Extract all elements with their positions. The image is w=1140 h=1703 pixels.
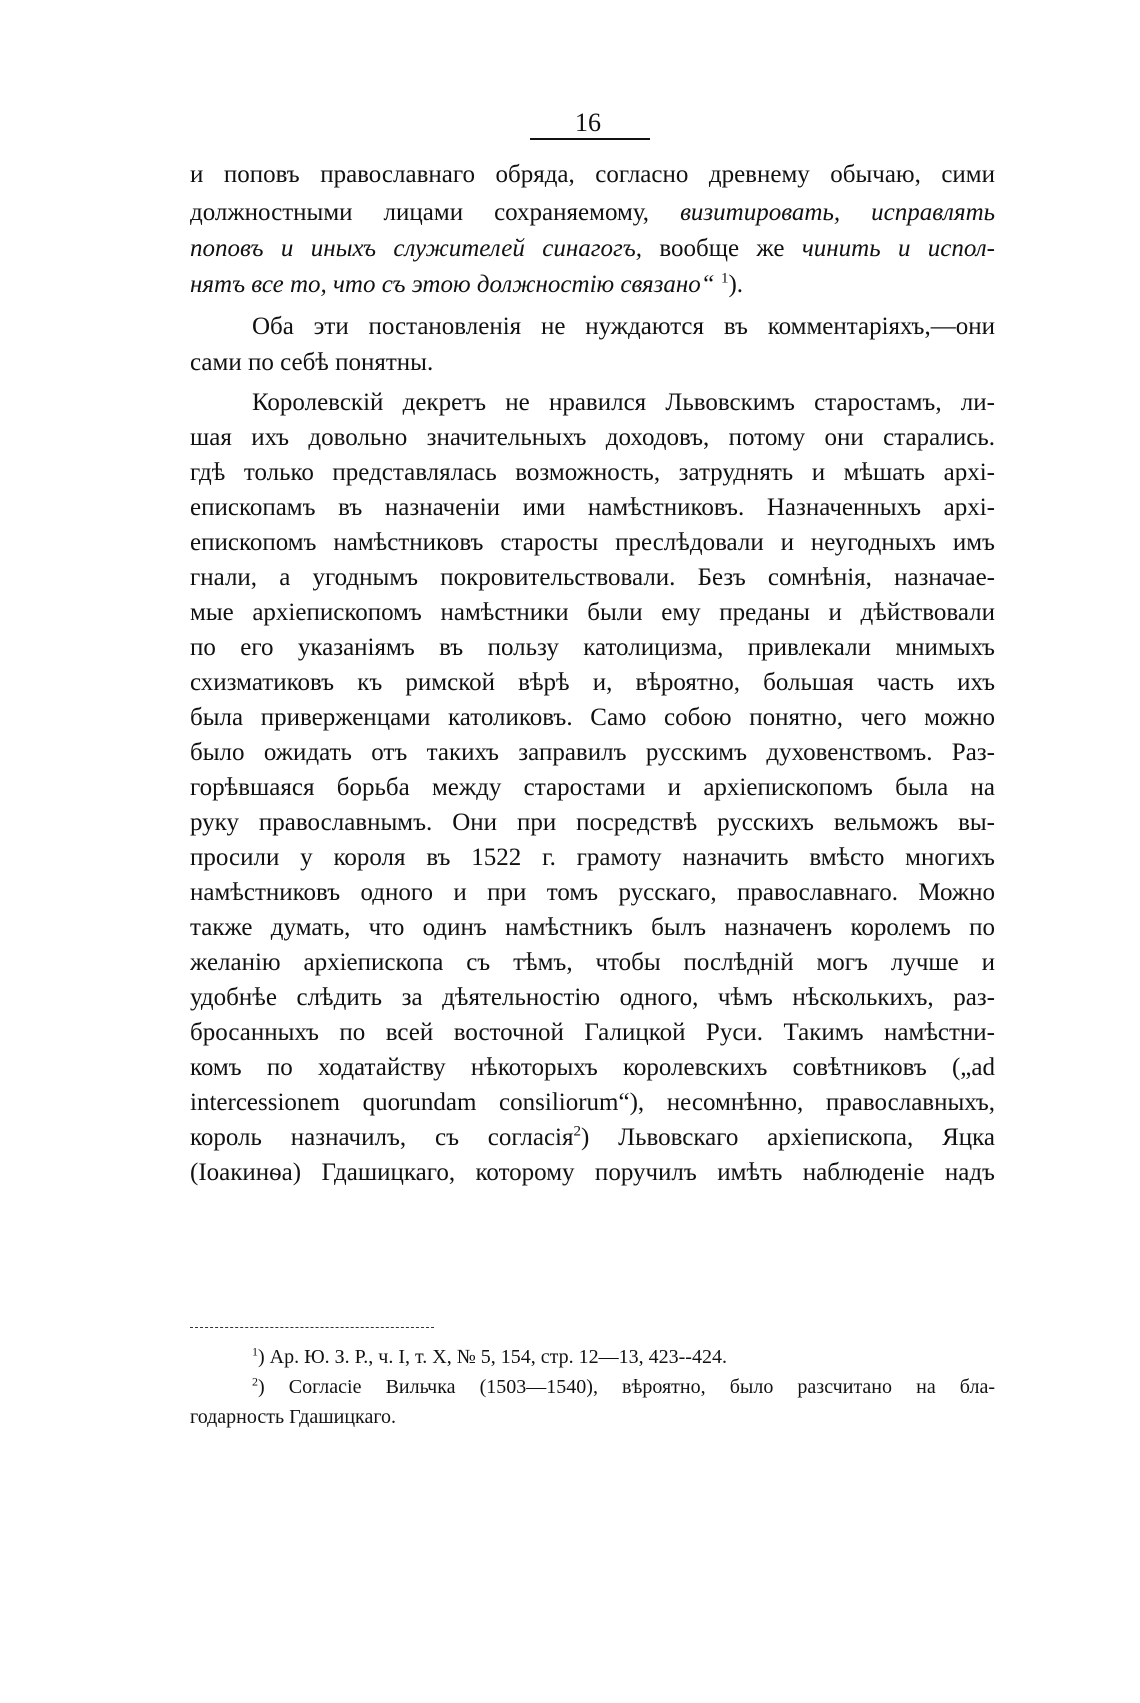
text-line: Королевскій декретъ не нравился Львовскимъ старостамъ, ли- xyxy=(252,389,995,416)
text-fragment: вообще же xyxy=(659,235,785,262)
text-line: и поповъ православнаго обряда, согласно древнему обычаю, сими xyxy=(190,161,995,188)
page-number: 16 xyxy=(575,108,601,137)
text-fragment: должностными лицами сохраняемому, xyxy=(190,199,650,226)
italic-fragment: поповъ и иныхъ служителей синагогъ, xyxy=(190,235,642,262)
footnote-text: ) Согласіе Вильчка (1503—1540), вѣроятно, было разсчитано на бла- xyxy=(258,1376,995,1398)
text-line: гнали, а угоднымъ покровительствовали. Безъ сомнѣнія, назначае- xyxy=(190,564,995,591)
italic-fragment: нятъ все то, что съ этою должностію связано“ xyxy=(190,271,715,298)
text-line: комъ по ходатайству нѣкоторыхъ королевскихъ совѣтниковъ („ad xyxy=(190,1054,995,1081)
footnote-mark: 1 xyxy=(252,1344,258,1359)
text-line: Оба эти постановленія не нуждаются въ комментаріяхъ,—они xyxy=(252,313,995,340)
text-line: было ожидать отъ такихъ заправилъ русскимъ духовенствомъ. Раз- xyxy=(190,739,995,766)
text-line xyxy=(190,231,995,267)
text-line xyxy=(190,267,995,303)
text-line: шая ихъ довольно значительныхъ доходовъ, потому они старались. xyxy=(190,424,995,451)
text-line: мые архіепископомъ намѣстники были ему преданы и дѣйствовали xyxy=(190,599,995,626)
text-fragment: король назначилъ, съ согласія xyxy=(190,1124,574,1151)
text-line: схизматиковъ къ римской вѣрѣ и, вѣроятно, большая часть ихъ xyxy=(190,669,995,696)
text-line: намѣстниковъ одного и при томъ русскаго, православнаго. Можно xyxy=(190,879,995,906)
text-line: удобнѣе слѣдить за дѣятельностію одного, чѣмъ нѣсколькихъ, раз- xyxy=(190,984,995,1011)
text-line: гдѣ только представлялась возможность, затруднять и мѣшать архі- xyxy=(190,459,995,486)
text-line: была приверженцами католиковъ. Само собою понятно, чего можно xyxy=(190,704,995,731)
text-line: intercessionem quorundam consiliorum“), несомнѣнно, православныхъ, xyxy=(190,1089,995,1116)
text-line: просили у короля въ 1522 г. грамоту назначить вмѣсто многихъ xyxy=(190,844,995,871)
text-line xyxy=(190,1120,995,1156)
text-line: также думать, что одинъ намѣстникъ былъ назначенъ королемъ по xyxy=(190,914,995,941)
text-line: епископамъ въ назначеніи ими намѣстниковъ. Назначенныхъ архі- xyxy=(190,494,995,521)
text-line: горѣвшаяся борьба между старостами и архіепископомъ была на xyxy=(190,774,995,801)
text-line: епископомъ намѣстниковъ старосты преслѣдовали и неугодныхъ имъ xyxy=(190,529,995,556)
text-line xyxy=(190,195,995,231)
footnote-ref: 1 xyxy=(720,270,729,287)
footnote-text: ) Ар. Ю. З. Р., ч. I, т. X, № 5, 154, стр. 12—13, 423--424. xyxy=(258,1346,727,1368)
text-fragment: ) Львовскаго архіепископа, Яцка xyxy=(581,1124,995,1151)
footnote-ref: 2 xyxy=(573,1123,581,1140)
text-line: руку православнымъ. Они при посредствѣ русскихъ вельможъ вы- xyxy=(190,809,995,836)
footnote xyxy=(252,1373,995,1401)
footnote-separator xyxy=(190,1327,434,1328)
footnote-mark: 2 xyxy=(252,1374,258,1389)
text-fragment: ). xyxy=(728,271,744,298)
footnote xyxy=(252,1343,995,1371)
italic-fragment: чинить и испол- xyxy=(801,235,996,262)
italic-fragment: визитировать, исправлять xyxy=(680,199,995,226)
text-line: желанію архіепископа съ тѣмъ, чтобы послѣдній могъ лучше и xyxy=(190,949,995,976)
text-line: (Іоакинѳа) Гдашицкаго, которому поручилъ имѣть наблюденіе надъ xyxy=(190,1159,995,1186)
page-number-underline xyxy=(530,138,650,140)
text-line: сами по себѣ понятны. xyxy=(190,349,434,376)
text-line: бросанныхъ по всей восточной Галицкой Руси. Такимъ намѣстни- xyxy=(190,1019,995,1046)
text-line: по его указаніямъ въ пользу католицизма, привлекали мнимыхъ xyxy=(190,634,995,661)
footnote-continuation: годарность Гдашицкаго. xyxy=(190,1406,397,1428)
